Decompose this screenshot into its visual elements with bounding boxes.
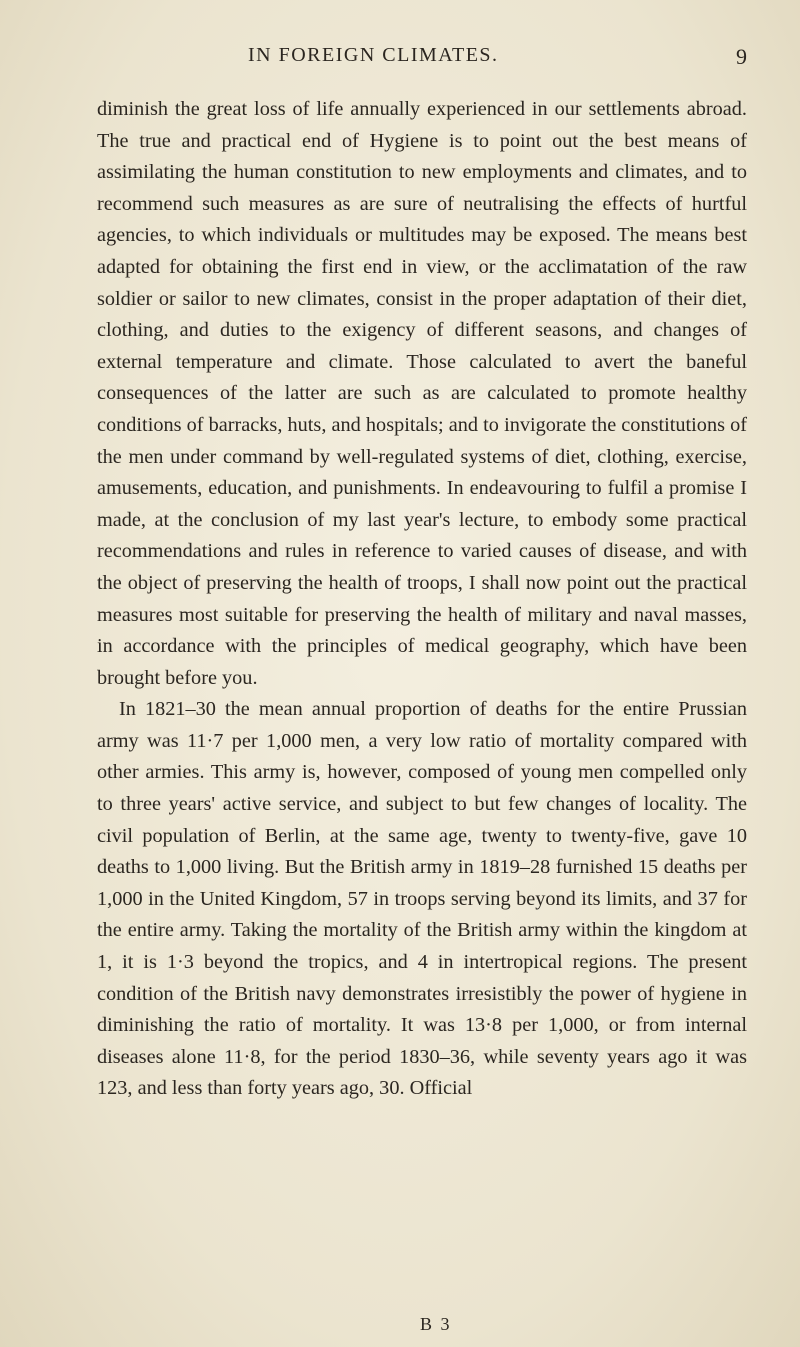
paragraph-mortality-statistics: In 1821–30 the mean annual proportion of deaths for the entire Prussian army was 11·7 per 1,000 men, a very low ratio of mortality compared with other armies. This army is, however, composed of young men compelled only to three years' active service, and subject to but few changes of locality. The civil population of Berlin, at the same age, twenty to twenty-five, gave 10 deaths to 1,000 living. But the British army in 1819–28 furnished 15 deaths per 1,000 in the United Kingdom, 57 in troops serving beyond its limits, and 37 for the entire army. Taking the mortality of the British army within the kingdom at 1, it is 1·3 beyond the tropics, and 4 in intertropical regions. The present condition of the British navy demonstrates irresistibly the power of hygiene in diminishing the ratio of mortality. It was 13·8 per 1,000, or from internal diseases alone 11·8, for the period 1830–36, while seventy years ago it was 123, and less than forty years ago, 30. Official: [97, 698, 747, 1100]
running-head: [0, 44, 800, 74]
paragraph-continued: diminish the great loss of life annually experienced in our settlements abroad. The true and practical end of Hygiene is to point out the best means of assimilating the human constitution to new employments and climates, and to recommend such measures as are sure of neutralising the effects of hurtful agencies, to which individuals or multitudes may be exposed. The means best adapted for obtaining the first end in view, or the acclimatation of the raw soldier or sailor to new climates, consist in the proper adaptation of their diet, clothing, and duties to the exigency of different seasons, and changes of external temperature and climate. Those calculated to avert the baneful consequences of the latter are such as are calculated to promote healthy conditions of barracks, huts, and hospitals; and to invigorate the constitutions of the men under command by well-regulated systems of diet, clothing, exercise, amusements, education, and punishments. In endeavouring to fulfil a promise I made, at the conclusion of my last year's lecture, to embody some practical recommendations and rules in reference to varied causes of disease, and with the object of preserving the health of troops, I shall now point out the practical measures most suitable for preserving the health of military and naval masses, in accordance with the principles of medical geography, which have been brought before you.: [97, 98, 747, 689]
running-title: IN FOREIGN CLIMATES.: [248, 44, 499, 66]
body-text: [97, 94, 747, 1105]
page-number: 9: [736, 44, 747, 69]
signature-mark: B 3: [420, 1314, 452, 1334]
